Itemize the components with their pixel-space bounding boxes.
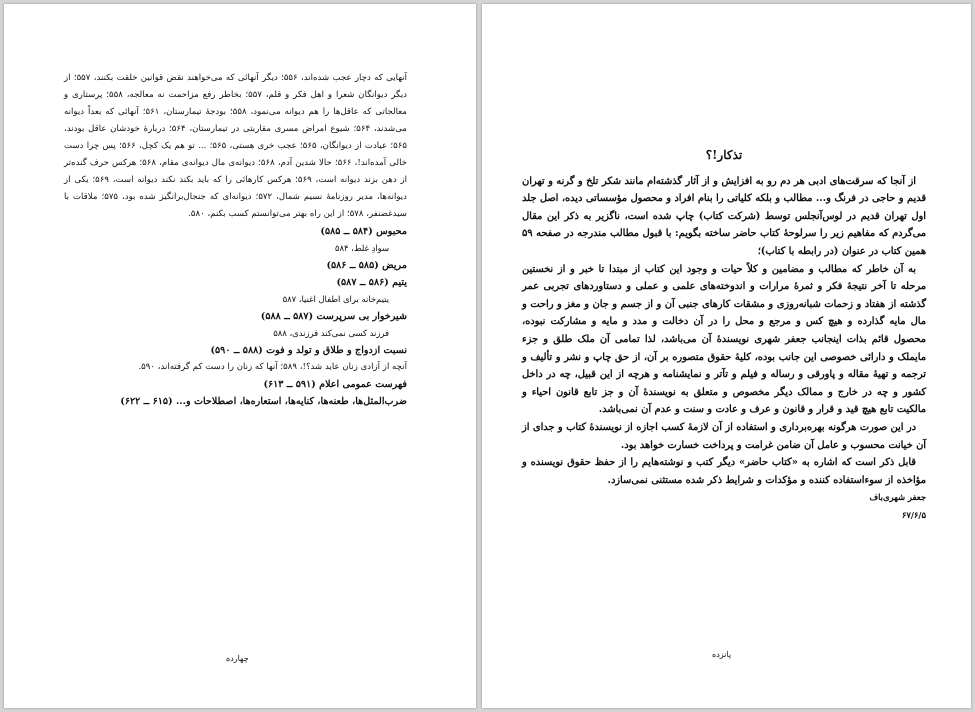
page-number-right: پانزده xyxy=(712,650,732,659)
author-signature: جعفر شهری‌باف xyxy=(869,492,926,503)
page-left xyxy=(4,4,476,708)
index-entry: شیرخوار بی سرپرست (۵۸۷ ــ ۵۸۸) xyxy=(260,311,407,322)
notice-paragraph-4: قابل ذکر است که اشاره به «کتاب حاضر» دیگر کتب و نوشته‌هایم را از حفظ حقوق نویسنده و مؤاخذه از سوءاستفاده کننده و مؤکدات و شرایط ذکر شده مستثنی نمی‌سازد. xyxy=(522,457,926,486)
notice-text-block xyxy=(522,147,926,524)
index-entries xyxy=(64,223,407,410)
index-entry: فهرست عمومی اعلام (۵۹۱ ــ ۶۱۳) xyxy=(263,379,407,390)
index-entry: یتیم‌خانه برای اطفال اغنیا، ۵۸۷ xyxy=(282,294,389,304)
index-entry: مریض (۵۸۵ ــ ۵۸۶) xyxy=(326,260,407,271)
index-entry: محبوس (۵۸۴ ــ ۵۸۵) xyxy=(320,226,407,237)
index-entry: نسبت ازدواج و طلاق و تولد و فوت (۵۸۸ ــ ۵۹۰) xyxy=(210,345,407,356)
index-entry: فرزند کسی نمی‌کند فرزندی، ۵۸۸ xyxy=(273,328,389,338)
index-paragraph: آنهایی که دچار عجب شده‌اند، ۵۵۶؛ دیگر آنهائی که می‌خواهند نقض قوانین خلقت بکنند، ۵۵۷؛ از دیگر دیوانگان شعرا و اهل فکر و قلم، ۵۵۷؛ بخاطر رفع مزاحمت نه معالجه، ۵۵۸؛ پرستاری و معالجاتی که عاقل‌ها را هم دیوانه می‌نمود، ۵۵۸؛ بودجهٔ تیمارستان، ۵۶۱؛ آنهائی که بعداً دیوانه می‌شدند، ۵۶۴؛ شیوع امراض مسری مقاربتی در تیمارستان، ۵۶۴؛ دربارهٔ خودشان عاقل بودند، ۵۶۵؛ عیادت از دیوانگان، ۵۶۵؛ عجب خری هستی، ۵۶۵؛ ... تو هم یک کچل، ۵۶۶؛ پس چرا دست خالی آمده‌اند!، ۵۶۶؛ حالا شدین آدم، ۵۶۸؛ دیوانه‌ی مال دیوانه‌ی مقام، ۵۶۸؛ هرکس حرف گنده‌تر از دهن بزند دیوانه است، ۵۶۹؛ هرکس کارهائی را که باید بکند نکند دیوانه است، ۵۶۹؛ یکی از دیوانه‌ها، مدیر روزنامهٔ نسیم شمال، ۵۷۲؛ دیوانه‌ای که جنجال‌برانگیز شده بود، ۵۷۵؛ ملاقات با سیدغضنفر، ۵۷۸؛ از این راه بهتر می‌توانستم کسب بکنم، ۵۸۰. xyxy=(64,73,408,219)
page-right xyxy=(482,4,971,708)
signature-date: ۶۷/۶/۵ xyxy=(901,509,926,520)
page-title: تذکار!؟ xyxy=(705,148,743,162)
notice-paragraph-1: از آنجا که سرقت‌های ادبی هر دم رو به افزایش و از آثار گذشته‌ام مانند شکر تلخ و گرنه و تهران قدیم و حاجی در فرنگ و... مطالب و بلکه کلیاتی را بنام افراد و محصول مؤسساتی دیده، اصل جلد اول تهران قدیم در لوس‌آنجلس توسط (شرکت کتاب) چاپ شده است، ناگزیر به ذکر این مقال می‌گردم که مفاهیم زیر را سرلوحهٔ کتاب حاضر ساخته بگویم: با قبول مطالب مندرجه در صفحه ۵۹ همین کتاب در عنوان (در رابطه با کتاب)؛ xyxy=(522,175,926,257)
index-entry: یتیم (۵۸۶ ــ ۵۸۷) xyxy=(336,277,407,288)
index-entry: آنچه از آزادی زنان عاید شد؟!، ۵۸۹؛ آنها که زنان را دست کم گرفته‌اند، ۵۹۰. xyxy=(138,362,407,372)
notice-paragraph-3: در این صورت هرگونه بهره‌برداری و استفاده از آن لازمهٔ کسب اجازه از نویسندهٔ کتاب و جدای از آن خیانت محسوب و عامل آن ضامن غرامت و پرداخت خسارت خواهد بود. xyxy=(522,421,926,451)
index-entry: سوادِ غلط، ۵۸۴ xyxy=(334,243,389,253)
page-number-left: چهارده xyxy=(226,654,249,663)
notice-paragraph-2: به آن خاطر که مطالب و مضامین و کلاً حیات و وجود این کتاب از مبتدا تا خبر و از نخستین مرحله تا آخر نتیجهٔ فکر و ثمرهٔ مرارات و اندوخته‌های علمی و عملی و دستاوردهای تجربی عمر گذشته از هفتاد و زحمات شبانه‌روزی و مشقات کارهای جنبی آن و از جسم و جان و مغز و راحت و مال مایه گذارده و هیچ کس و مرجع و محل را در آن دخالت و مدد و مایه و مشارکت نبوده، محصول قائم بذات اینجانب جعفر شهری نویسندهٔ آن می‌باشد، لذا تمامی آن ملک طلق و جزء مایملک و دارائی خصوصی این جانب بوده، کلیهٔ حقوق متصوره بر آن، از حق چاپ و نشر و تألیف و ترجمه و تهیهٔ مقاله و پاورقی و رساله و فیلم و تآتر و نمایشنامه و هرچه از این قبیل، چه در داخل کشور و چه در خارج و ممالک دیگر مخصوص و متعلق به نویسندهٔ آن و جز تابع قانون احیاء و مالکیت تابع هیچ قید و قرار و قانون و عرف و عادت و سنت و عدم آن نمی‌باشد. xyxy=(522,263,926,416)
index-text-block xyxy=(64,70,407,410)
index-entry: ضرب‌المثل‌ها، طعنه‌ها، کنایه‌ها، استعاره‌ها، اصطلاحات و... (۶۱۵ ــ ۶۲۲) xyxy=(120,396,407,407)
